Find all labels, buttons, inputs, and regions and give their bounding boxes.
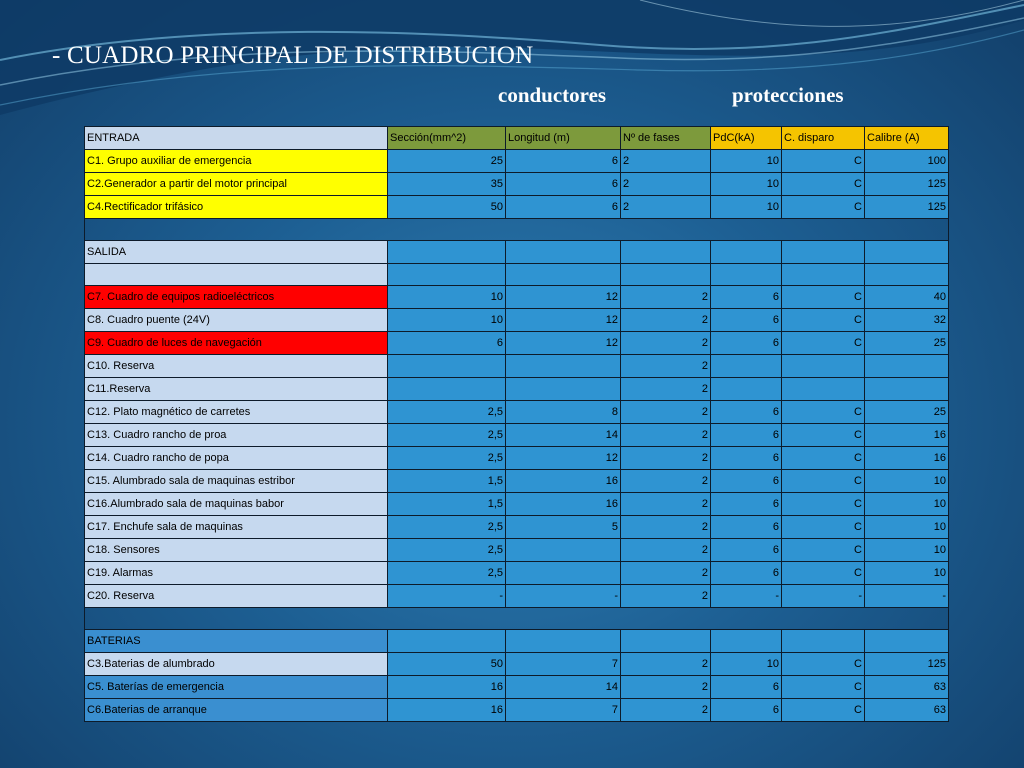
table-row [85,447,949,470]
cell-disparo: C [782,653,865,676]
cell-fases: 2 [621,676,711,699]
cell-fases: 2 [621,653,711,676]
cell-fases: 2 [621,150,711,173]
cell-fases: 2 [621,196,711,219]
cell-disparo: C [782,447,865,470]
empty-cell [506,630,621,653]
empty-cell [865,630,949,653]
table-row [85,562,949,585]
cell-fases: 2 [621,699,711,722]
cell-seccion: 2,5 [388,447,506,470]
cell-seccion: 1,5 [388,470,506,493]
header-fases: Nº de fases [621,127,711,150]
empty-cell [621,630,711,653]
table-row [85,493,949,516]
cell-disparo: C [782,539,865,562]
table-row [85,539,949,562]
cell-longitud [506,562,621,585]
empty-cell [865,264,949,286]
cell-seccion: 2,5 [388,401,506,424]
cell-disparo: C [782,173,865,196]
empty-cell [506,241,621,264]
header-entrada: ENTRADA [85,127,388,150]
cell-disparo [782,355,865,378]
table-header-row [85,127,949,150]
cell-calibre: 16 [865,424,949,447]
cell-calibre: 10 [865,470,949,493]
cell-disparo: C [782,309,865,332]
cell-longitud: 6 [506,150,621,173]
cell-pdc: 6 [711,516,782,539]
empty-cell [621,264,711,286]
cell-calibre: 10 [865,516,949,539]
table-row [85,355,949,378]
cell-longitud [506,539,621,562]
section-label-salida: SALIDA [85,241,388,264]
cell-pdc: 6 [711,676,782,699]
cell-seccion: 35 [388,173,506,196]
cell-calibre: 25 [865,332,949,355]
cell-fases: 2 [621,539,711,562]
cell-pdc: 6 [711,447,782,470]
cell-fases: 2 [621,470,711,493]
cell-fases: 2 [621,286,711,309]
table-row [85,585,949,608]
cell-pdc: 10 [711,653,782,676]
circuit-label: C12. Plato magnético de carretes [85,401,388,424]
cell-seccion: 50 [388,196,506,219]
cell-longitud: 16 [506,493,621,516]
cell-calibre: 100 [865,150,949,173]
empty-cell [388,264,506,286]
cell-disparo: C [782,401,865,424]
page-title: - CUADRO PRINCIPAL DE DISTRIBUCION [52,42,534,69]
cell-calibre [865,378,949,401]
cell-disparo: C [782,332,865,355]
cell-longitud: 12 [506,309,621,332]
cell-longitud: 14 [506,676,621,699]
cell-seccion: 2,5 [388,539,506,562]
spacer-cell [85,219,949,241]
table-spacer [85,219,949,241]
table-row [85,286,949,309]
spacer-cell [85,608,949,630]
cell-seccion: - [388,585,506,608]
cell-disparo: C [782,516,865,539]
empty-cell [782,630,865,653]
cell-calibre: 40 [865,286,949,309]
cell-disparo: C [782,676,865,699]
cell-seccion: 50 [388,653,506,676]
cell-calibre: 10 [865,539,949,562]
cell-longitud: - [506,585,621,608]
cell-calibre: - [865,585,949,608]
cell-fases: 2 [621,516,711,539]
cell-disparo: - [782,585,865,608]
cell-calibre [865,355,949,378]
cell-calibre: 32 [865,309,949,332]
cell-pdc: 6 [711,424,782,447]
empty-cell [388,241,506,264]
cell-disparo: C [782,562,865,585]
empty-cell [388,630,506,653]
cell-disparo: C [782,493,865,516]
empty-cell [85,264,388,286]
cell-seccion: 16 [388,699,506,722]
cell-longitud: 5 [506,516,621,539]
section-header-salida [85,241,949,264]
circuit-label: C3.Baterias de alumbrado [85,653,388,676]
cell-fases: 2 [621,173,711,196]
cell-seccion: 10 [388,286,506,309]
table-row [85,653,949,676]
cell-disparo: C [782,196,865,219]
table-row [85,676,949,699]
cell-disparo [782,378,865,401]
cell-disparo: C [782,150,865,173]
cell-pdc: 10 [711,150,782,173]
cell-seccion: 2,5 [388,562,506,585]
blank-row [85,264,949,286]
circuit-label: C7. Cuadro de equipos radioeléctricos [85,286,388,309]
cell-longitud: 14 [506,424,621,447]
table-row [85,196,949,219]
cell-longitud [506,378,621,401]
cell-seccion [388,378,506,401]
circuit-label: C18. Sensores [85,539,388,562]
circuit-label: C20. Reserva [85,585,388,608]
circuit-label: C5. Baterías de emergencia [85,676,388,699]
circuit-label: C8. Cuadro puente (24V) [85,309,388,332]
circuit-label: C4.Rectificador trifásico [85,196,388,219]
cell-pdc: 6 [711,401,782,424]
cell-pdc: 6 [711,699,782,722]
table-row [85,332,949,355]
header-calibre: Calibre (A) [865,127,949,150]
header-seccion: Sección(mm^2) [388,127,506,150]
circuit-label: C17. Enchufe sala de maquinas [85,516,388,539]
cell-seccion: 1,5 [388,493,506,516]
cell-pdc: 10 [711,173,782,196]
cell-longitud: 16 [506,470,621,493]
header-pdc: PdC(kA) [711,127,782,150]
empty-cell [865,241,949,264]
cell-disparo: C [782,699,865,722]
cell-pdc: 6 [711,493,782,516]
cell-seccion: 16 [388,676,506,699]
cell-fases: 2 [621,355,711,378]
cell-seccion: 25 [388,150,506,173]
cell-calibre: 125 [865,173,949,196]
cell-fases: 2 [621,309,711,332]
cell-longitud: 12 [506,332,621,355]
table-row [85,401,949,424]
cell-calibre: 10 [865,493,949,516]
circuit-label: C1. Grupo auxiliar de emergencia [85,150,388,173]
circuit-label: C16.Alumbrado sala de maquinas babor [85,493,388,516]
circuit-label: C13. Cuadro rancho de proa [85,424,388,447]
section-header-baterias [85,630,949,653]
cell-fases: 2 [621,332,711,355]
cell-longitud: 7 [506,653,621,676]
table-row [85,173,949,196]
cell-pdc: 10 [711,196,782,219]
empty-cell [711,630,782,653]
cell-longitud: 7 [506,699,621,722]
cell-pdc [711,355,782,378]
table-row [85,150,949,173]
table-row [85,699,949,722]
cell-calibre: 10 [865,562,949,585]
cell-longitud: 6 [506,196,621,219]
table-row [85,378,949,401]
cell-disparo: C [782,470,865,493]
cell-pdc: 6 [711,286,782,309]
cell-calibre: 16 [865,447,949,470]
empty-cell [782,264,865,286]
cell-longitud [506,355,621,378]
table-row [85,309,949,332]
cell-pdc [711,378,782,401]
cell-fases: 2 [621,378,711,401]
empty-cell [782,241,865,264]
circuit-label: C15. Alumbrado sala de maquinas estribor [85,470,388,493]
circuit-label: C6.Baterias de arranque [85,699,388,722]
cell-pdc: 6 [711,332,782,355]
cell-seccion: 2,5 [388,516,506,539]
empty-cell [621,241,711,264]
cell-seccion: 6 [388,332,506,355]
subheading-conductores: conductores [498,83,607,107]
cell-longitud: 6 [506,173,621,196]
circuit-label: C9. Cuadro de luces de navegación [85,332,388,355]
cell-calibre: 25 [865,401,949,424]
empty-cell [506,264,621,286]
cell-longitud: 12 [506,447,621,470]
cell-disparo: C [782,424,865,447]
table-spacer [85,608,949,630]
subheading-protecciones: protecciones [732,83,844,107]
header-disparo: C. disparo [782,127,865,150]
cell-calibre: 63 [865,699,949,722]
cell-pdc: 6 [711,309,782,332]
circuit-label: C11.Reserva [85,378,388,401]
cell-fases: 2 [621,401,711,424]
cell-pdc: - [711,585,782,608]
circuit-label: C14. Cuadro rancho de popa [85,447,388,470]
cell-pdc: 6 [711,562,782,585]
table-row [85,516,949,539]
cell-pdc: 6 [711,539,782,562]
cell-calibre: 125 [865,196,949,219]
cell-seccion: 2,5 [388,424,506,447]
cell-fases: 2 [621,585,711,608]
empty-cell [711,241,782,264]
empty-cell [711,264,782,286]
cell-longitud: 12 [506,286,621,309]
cell-seccion: 10 [388,309,506,332]
table-row [85,470,949,493]
cell-disparo: C [782,286,865,309]
circuit-label: C19. Alarmas [85,562,388,585]
header-longitud: Longitud (m) [506,127,621,150]
circuit-label: C10. Reserva [85,355,388,378]
cell-fases: 2 [621,493,711,516]
distribution-table [84,126,949,722]
cell-seccion [388,355,506,378]
cell-fases: 2 [621,424,711,447]
cell-calibre: 63 [865,676,949,699]
cell-fases: 2 [621,447,711,470]
cell-fases: 2 [621,562,711,585]
circuit-label: C2.Generador a partir del motor principal [85,173,388,196]
cell-longitud: 8 [506,401,621,424]
cell-pdc: 6 [711,470,782,493]
table-row [85,424,949,447]
cell-calibre: 125 [865,653,949,676]
section-label-baterias: BATERIAS [85,630,388,653]
